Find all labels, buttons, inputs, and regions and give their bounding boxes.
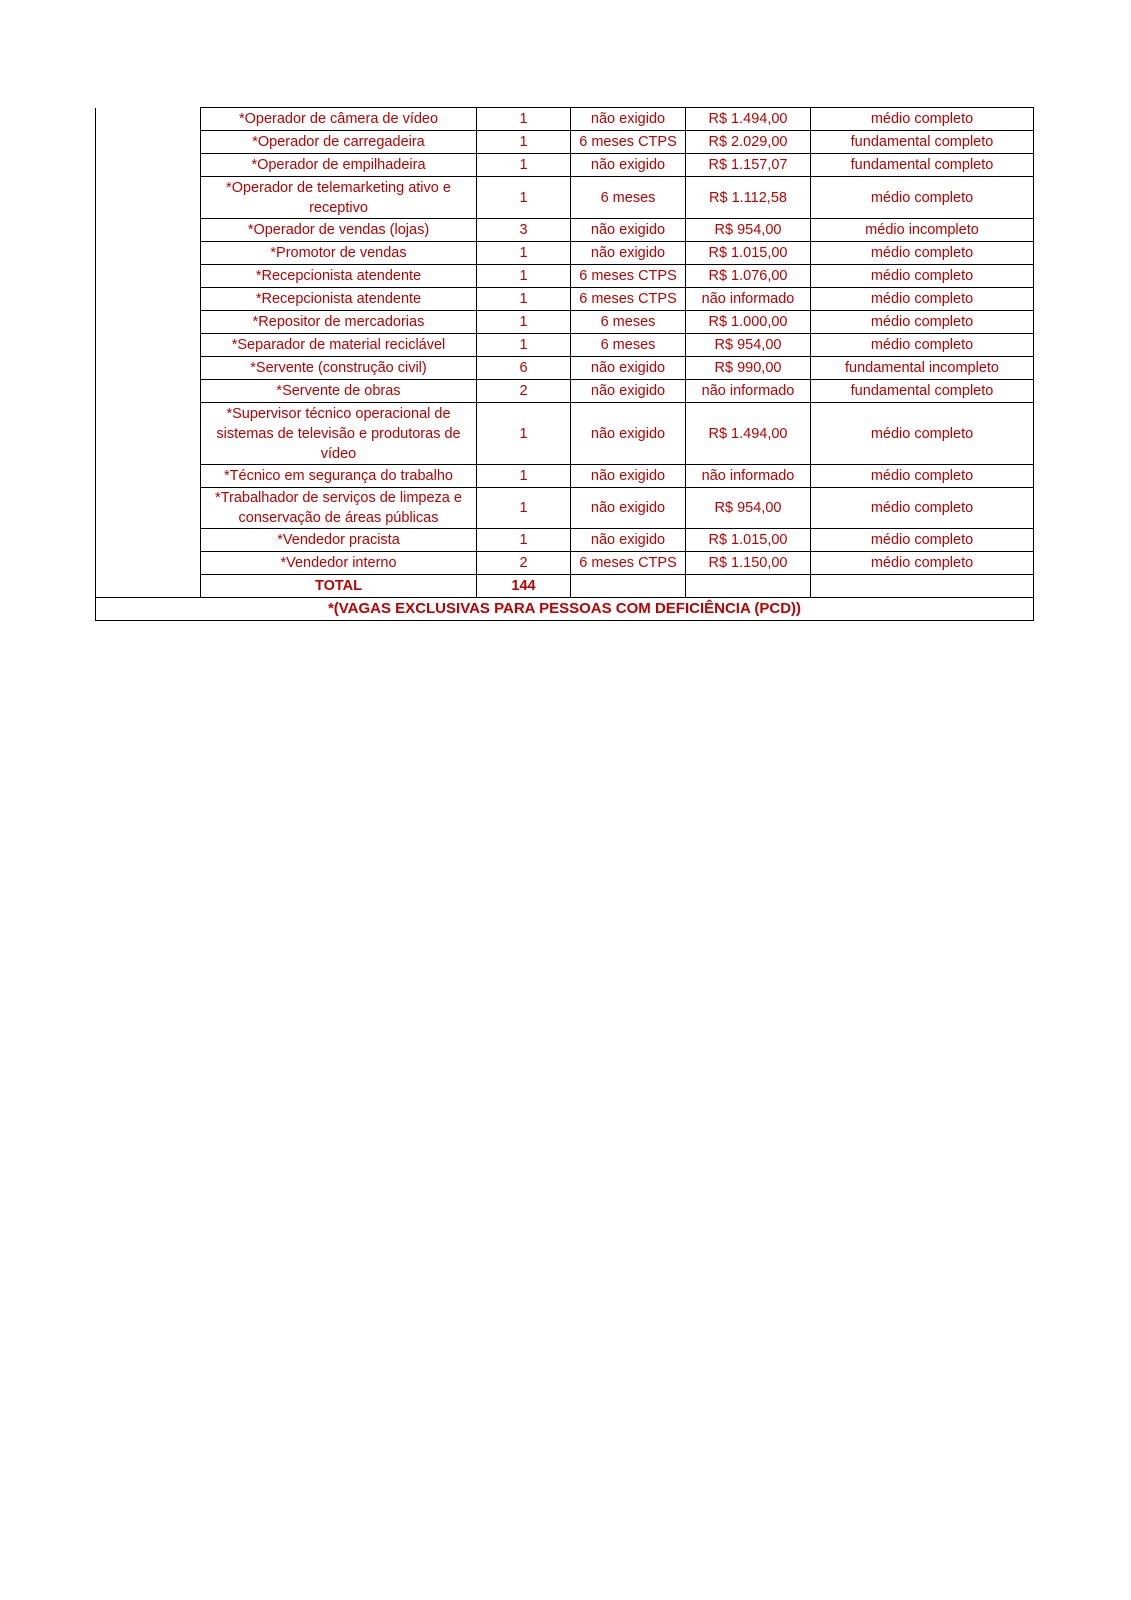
table-row [96,265,1034,288]
education-cell: médio completo [811,265,1034,288]
vacancies-cell: 3 [477,219,571,242]
education-cell: médio completo [811,311,1034,334]
salary-cell: R$ 2.029,00 [686,131,811,154]
vacancies-cell: 1 [477,265,571,288]
occupation-cell: *Promotor de vendas [201,242,477,265]
table-row [96,242,1034,265]
empty-cell [811,575,1034,598]
vacancies-cell: 1 [477,334,571,357]
table-row [96,552,1034,575]
education-cell: médio completo [811,108,1034,131]
vacancies-cell: 1 [477,108,571,131]
experience-cell: não exigido [571,357,686,380]
total-value: 144 [477,575,571,598]
experience-cell: não exigido [571,242,686,265]
salary-cell: R$ 954,00 [686,219,811,242]
experience-cell: não exigido [571,380,686,403]
occupation-cell: *Repositor de mercadorias [201,311,477,334]
salary-cell: R$ 1.112,58 [686,177,811,219]
salary-cell: R$ 990,00 [686,357,811,380]
experience-cell: 6 meses [571,177,686,219]
education-cell: fundamental completo [811,380,1034,403]
total-row [96,575,1034,598]
occupation-cell: *Operador de telemarketing ativo e receptivo [201,177,477,219]
experience-cell: não exigido [571,154,686,177]
vacancies-cell: 1 [477,403,571,465]
experience-cell: não exigido [571,529,686,552]
table-row [96,529,1034,552]
table-row [96,334,1034,357]
experience-cell: não exigido [571,403,686,465]
table-row [96,108,1034,131]
experience-cell: 6 meses [571,334,686,357]
vacancies-cell: 1 [477,131,571,154]
table-row [96,288,1034,311]
occupation-cell: *Operador de vendas (lojas) [201,219,477,242]
salary-cell: R$ 954,00 [686,488,811,529]
education-cell: médio completo [811,403,1034,465]
empty-cell [686,575,811,598]
table-row [96,219,1034,242]
experience-cell: não exigido [571,219,686,242]
education-cell: médio completo [811,529,1034,552]
salary-cell: não informado [686,465,811,488]
occupation-cell: *Trabalhador de serviços de limpeza e conservação de áreas públicas [201,488,477,529]
experience-cell: não exigido [571,465,686,488]
table-row [96,465,1034,488]
occupation-cell: *Vendedor interno [201,552,477,575]
vacancies-cell: 1 [477,154,571,177]
vacancies-cell: 2 [477,552,571,575]
table-row [96,403,1034,465]
pcd-exclusive-note: *(VAGAS EXCLUSIVAS PARA PESSOAS COM DEFICIÊNCIA (PCD)) [96,598,1034,621]
experience-cell: 6 meses [571,311,686,334]
salary-cell: R$ 1.157,07 [686,154,811,177]
experience-cell: 6 meses CTPS [571,131,686,154]
salary-cell: R$ 1.494,00 [686,403,811,465]
salary-cell: não informado [686,380,811,403]
vacancies-cell: 1 [477,311,571,334]
vacancies-cell: 1 [477,177,571,219]
occupation-cell: *Técnico em segurança do trabalho [201,465,477,488]
salary-cell: R$ 1.000,00 [686,311,811,334]
experience-cell: não exigido [571,108,686,131]
table-row [96,380,1034,403]
occupation-cell: *Separador de material reciclável [201,334,477,357]
salary-cell: R$ 1.076,00 [686,265,811,288]
salary-cell: R$ 954,00 [686,334,811,357]
vacancies-cell: 1 [477,288,571,311]
vacancies-cell: 2 [477,380,571,403]
occupation-cell: *Recepcionista atendente [201,265,477,288]
total-label: TOTAL [201,575,477,598]
table-row [96,154,1034,177]
education-cell: médio completo [811,552,1034,575]
education-cell: fundamental completo [811,154,1034,177]
vacancies-cell: 6 [477,357,571,380]
salary-cell: R$ 1.494,00 [686,108,811,131]
occupation-cell: *Operador de câmera de vídeo [201,108,477,131]
education-cell: fundamental completo [811,131,1034,154]
experience-cell: 6 meses CTPS [571,552,686,575]
salary-cell: não informado [686,288,811,311]
table-row [96,311,1034,334]
occupation-cell: *Recepcionista atendente [201,288,477,311]
salary-cell: R$ 1.015,00 [686,529,811,552]
occupation-cell: *Vendedor pracista [201,529,477,552]
blank-left-column [96,108,201,598]
education-cell: médio completo [811,488,1034,529]
education-cell: médio completo [811,465,1034,488]
empty-cell [571,575,686,598]
occupation-cell: *Operador de empilhadeira [201,154,477,177]
vacancies-cell: 1 [477,465,571,488]
occupation-cell: *Operador de carregadeira [201,131,477,154]
education-cell: fundamental incompleto [811,357,1034,380]
education-cell: médio completo [811,288,1034,311]
vacancies-cell: 1 [477,242,571,265]
job-vacancies-table [95,107,1034,621]
education-cell: médio completo [811,334,1034,357]
vacancies-cell: 1 [477,488,571,529]
salary-cell: R$ 1.150,00 [686,552,811,575]
table-row [96,177,1034,219]
experience-cell: 6 meses CTPS [571,288,686,311]
education-cell: médio completo [811,177,1034,219]
experience-cell: não exigido [571,488,686,529]
vacancies-cell: 1 [477,529,571,552]
table-row [96,131,1034,154]
occupation-cell: *Servente de obras [201,380,477,403]
occupation-cell: *Supervisor técnico operacional de sistemas de televisão e produtoras de vídeo [201,403,477,465]
table-row [96,488,1034,529]
footer-row [96,598,1034,621]
experience-cell: 6 meses CTPS [571,265,686,288]
education-cell: médio completo [811,242,1034,265]
education-cell: médio incompleto [811,219,1034,242]
table-row [96,357,1034,380]
occupation-cell: *Servente (construção civil) [201,357,477,380]
salary-cell: R$ 1.015,00 [686,242,811,265]
